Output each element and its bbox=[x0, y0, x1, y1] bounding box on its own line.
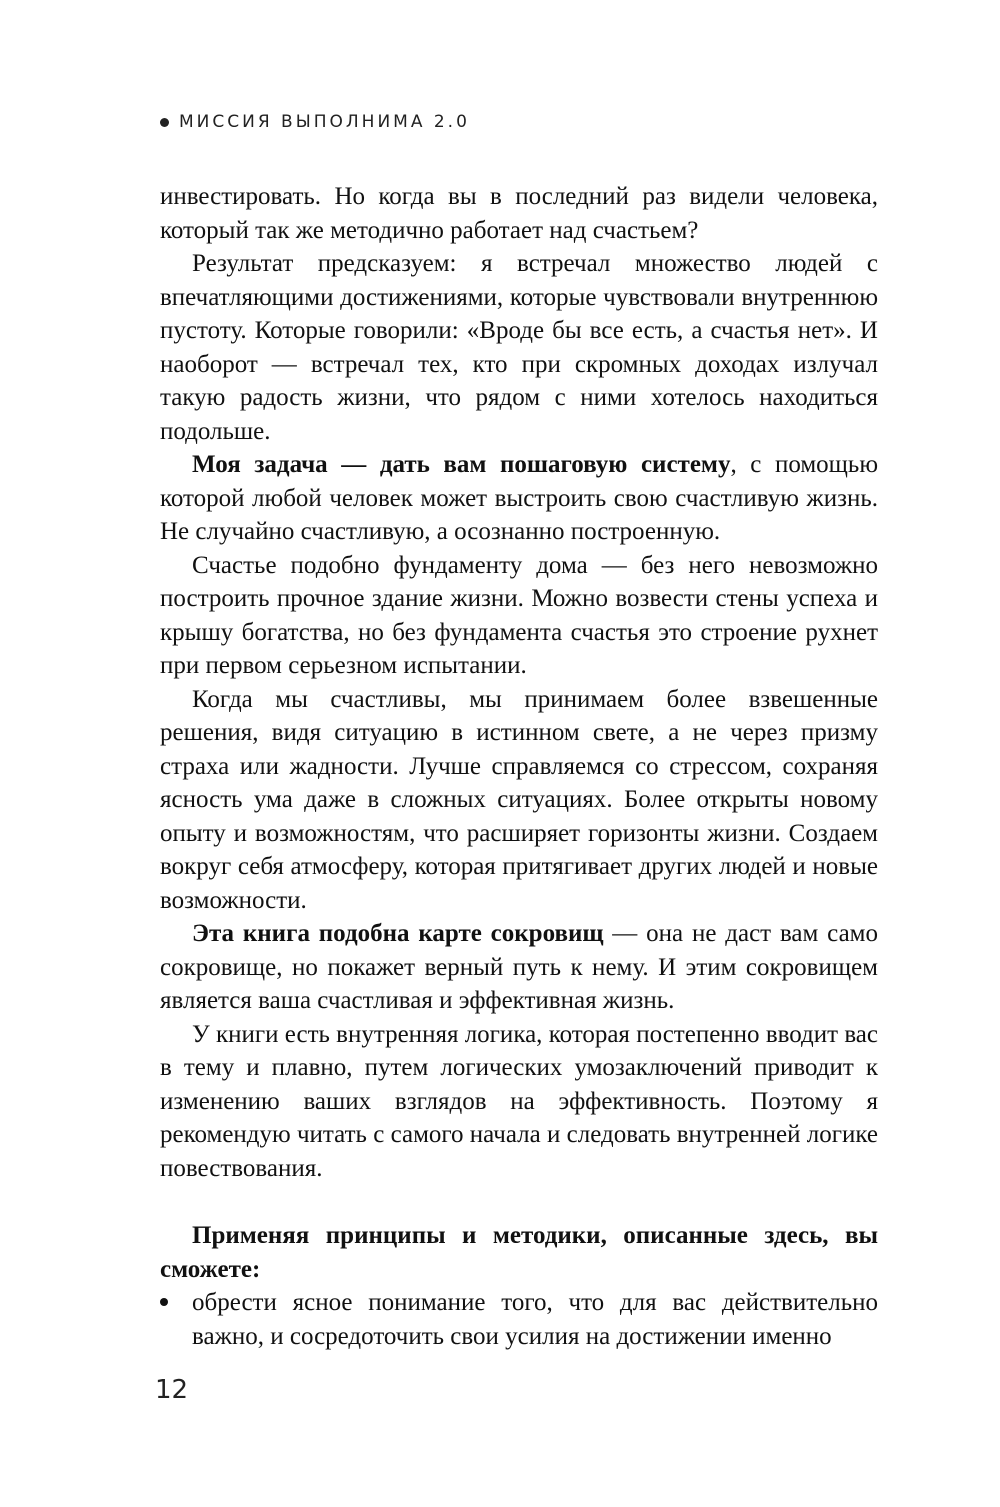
paragraph-continuation: инвестировать. Но когда вы в последний раз видели человека, который так же методично работает над счастьем? bbox=[160, 183, 878, 244]
bullet-list bbox=[160, 1286, 878, 1353]
list-item-text: обрести ясное понимание того, что для вас действительно важно, и сосредоточить свои усилия на достижении именно bbox=[192, 1289, 878, 1350]
paragraph: Результат предсказуем: я встречал множество людей с впечатляющими достижениями, которые чувствовали внутреннюю пустоту. Которые говорили: «Вроде бы все есть, а счастья нет». И наоборот — встречал тех, кто при скромных доходах излучал такую радость жизни, что рядом с ними хотелось находиться подольше. bbox=[160, 250, 878, 445]
list-heading: Применяя принципы и методики, описанные здесь, вы сможете: bbox=[160, 1222, 878, 1283]
paragraph-text: , с помощью которой любой человек может выстроить свою счастливую жизнь. Не случайно счастливую, а осознанно построенную. bbox=[160, 451, 878, 545]
page-body bbox=[160, 180, 878, 1353]
paragraph bbox=[160, 448, 878, 549]
bullet-icon bbox=[160, 1298, 168, 1306]
bold-phrase: Моя задача — дать вам пошаговую систему bbox=[192, 451, 731, 478]
running-head-title: МИССИЯ ВЫПОЛНИМА 2.0 bbox=[179, 112, 470, 132]
bold-phrase: Эта книга подобна карте сокровищ bbox=[192, 920, 604, 947]
bullet-dot-icon bbox=[160, 118, 169, 127]
paragraph: Когда мы счастливы, мы принимаем более взвешенные решения, видя ситуацию в истинном свете, а не через призму страха или жадности. Лучше справляемся со стрессом, сохраняя ясность ума даже в сложных ситуациях. Более открыты новому опыту и возможностям, что расширяет горизонты жизни. Создаем вокруг себя атмосферу, которая притягивает других людей и новые возможности. bbox=[160, 685, 878, 914]
running-head bbox=[160, 112, 470, 132]
page-number: 12 bbox=[155, 1375, 189, 1405]
paragraph-text: — она не даст вам само сокровище, но покажет верный путь к нему. И этим сокровищем является ваша счастливая и эффективная жизнь. bbox=[160, 920, 878, 1014]
paragraph: Счастье подобно фундаменту дома — без него невозможно построить прочное здание жизни. Можно возвести стены успеха и крышу богатства, но без фундамента счастья это строение рухнет при первом серьезном испытании. bbox=[160, 551, 878, 679]
list-item bbox=[160, 1286, 878, 1353]
paragraph: У книги есть внутренняя логика, которая постепенно вводит вас в тему и плавно, путем логических умозаключений приводит к изменению ваших взглядов на эффективность. Поэтому я рекомендую читать с самого начала и следовать внутренней логике повествования. bbox=[160, 1020, 878, 1182]
paragraph bbox=[160, 917, 878, 1018]
